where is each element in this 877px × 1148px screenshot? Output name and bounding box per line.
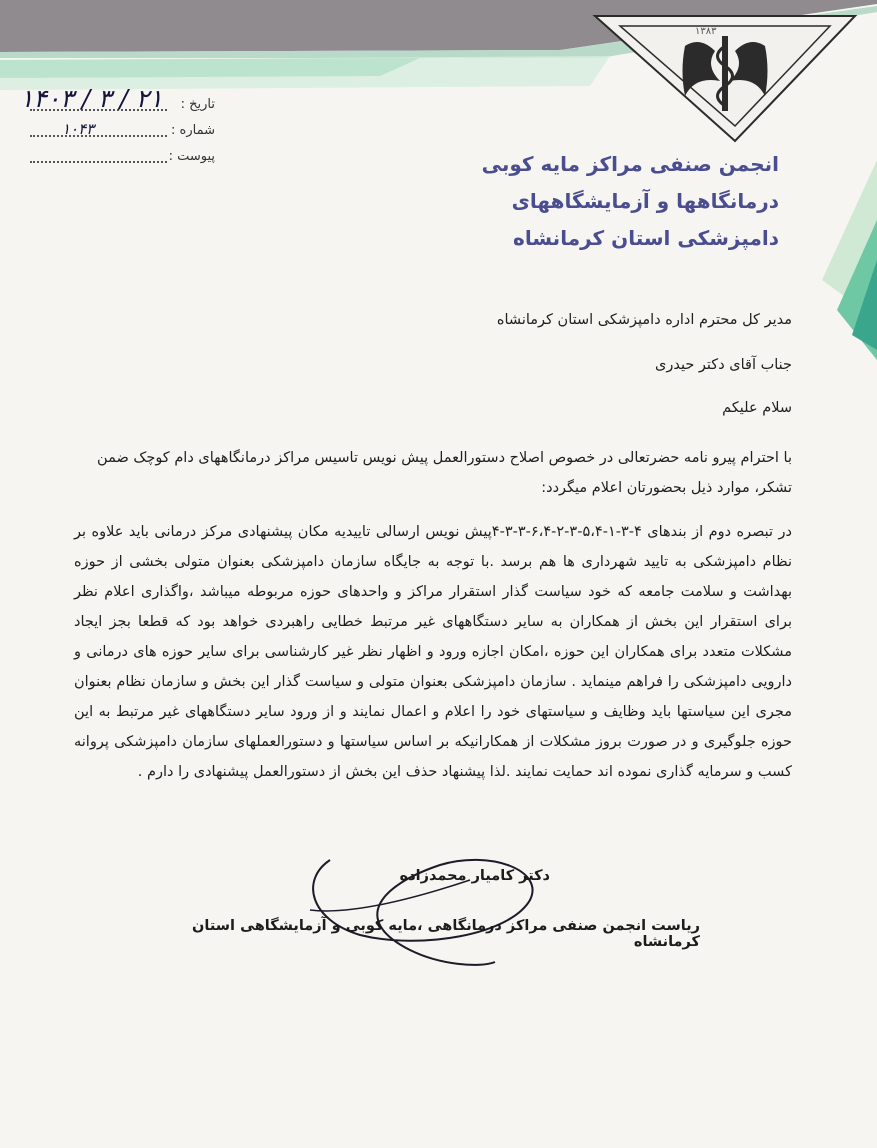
number-dotted-line	[30, 135, 167, 137]
letter-recipient: مدیر کل محترم اداره دامپزشکی استان کرمانشاه	[496, 312, 792, 328]
logo-year: ۱۳۸۳	[695, 26, 717, 37]
attachment-dotted-line	[30, 161, 167, 163]
letter-greeting: سلام علیکم	[722, 400, 792, 416]
organization-title	[339, 146, 779, 257]
letter-intro: با احترام پیرو نامه حضرتعالی در خصوص اصلاح دستورالعمل پیش نویس تاسیس مراکز درمانگاههای دام کوچک ضمن تشکر، موارد ذیل بحضورتان اعلام میگردد:	[97, 450, 792, 496]
letter-salutation: جناب آقای دکتر حیدری	[655, 357, 792, 373]
handwritten-signature	[290, 840, 560, 980]
handwritten-number: ۱۰۴۳	[62, 120, 95, 138]
date-label: تاریخ :	[180, 97, 215, 112]
org-line-1: انجمن صنفی مراکز مایه کوبی	[481, 152, 779, 176]
number-row	[30, 118, 215, 144]
number-label: شماره :	[171, 123, 215, 138]
handwritten-date: ۱۴۰۳ / ۳ / ۲۱	[20, 84, 163, 113]
attachment-row	[30, 144, 215, 170]
association-logo-icon	[585, 6, 865, 146]
signer-name: دکتر کامیار محمدزاده	[399, 868, 550, 884]
org-line-3: دامپزشکی استان کرمانشاه	[513, 226, 779, 250]
attachment-label: پیوست :	[168, 149, 215, 164]
org-line-2: درمانگاهها و آزمایشگاههای	[511, 189, 779, 213]
letter-body: در تبصره دوم از بندهای ۴-۳-۱-۵،۴-۳-۲-۶،۴-۳-۳-۴پیش نویس ارسالی تاییدیه مکان پیشنهادی مرکز درمانی باید علاوه بر نظام دامپزشکی به تایید شهرداری ها هم برسد .با توجه به جایگاه سازمان دامپزشکی بعنوان متولی بخشی از حوزه بهداشت و سلامت جامعه که خود سیاست گذار استقرار مراکز و واحدهای حوزه مربوطه میباشد ،واگذاری اعلام نظر برای استقرار این بخش از همکاران به سایر دستگاههای غیر مرتبط خطایی راهبردی خواهد بود که قطعا بجز ایجاد مشکلات متعدد برای همکاران این حوزه ،امکان اجازه ورود و اظهار نظر غیر کارشناسی برای سایر حوزه های درمانی و دارویی دامپزشکی را فراهم مینماید . سازمان دامپزشکی بعنوان متولی و سیاست گذار این بخش و سازمان نظام بعنوان مجری این سیاستها باید وظایف و سیاستهای خود را اعلام و اعمال نمایند و از ورود سایر دستگاههای غیر مرتبط به این حوزه جلوگیری و در صورت بروز مشکلات از همکارانیکه بر اساس سیاستها و دستورالعملهای سازمان دامپزشکی پروانه کسب و سرمایه گذاری نموده اند حمایت نمایند .لذا پیشنهاد حذف این بخش از دستورالعمل پیشنهادی را دارم .	[74, 524, 792, 780]
signer-position: ریاست انجمن صنفی مراکز درمانگاهی ،مایه کوبی و آزمایشگاهی استان کرمانشاه	[192, 918, 700, 950]
side-decoration	[782, 160, 877, 360]
